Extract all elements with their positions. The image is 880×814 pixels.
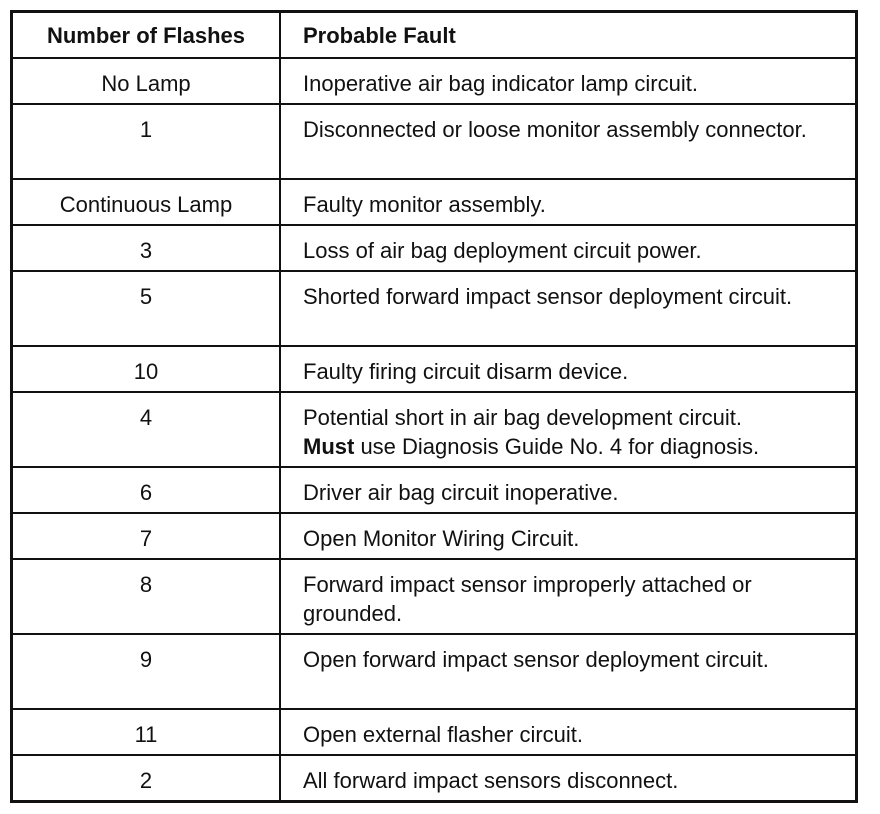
- fault-cell: Faulty monitor assembly.: [280, 179, 857, 225]
- fault-cell: Inoperative air bag indicator lamp circuit.: [280, 58, 857, 104]
- table-row: [12, 104, 857, 179]
- flashes-cell: 9: [12, 634, 281, 709]
- flashes-cell: 2: [12, 755, 281, 802]
- flashes-cell: Continuous Lamp: [12, 179, 281, 225]
- flashes-cell: 4: [12, 392, 281, 467]
- table-row: [12, 225, 857, 271]
- flashes-cell: 7: [12, 513, 281, 559]
- table-header-row: [12, 12, 857, 59]
- flashes-cell: 1: [12, 104, 281, 179]
- table-row: [12, 513, 857, 559]
- flashes-cell: 10: [12, 346, 281, 392]
- fault-emphasis: Must: [303, 434, 355, 459]
- table-row: [12, 709, 857, 755]
- table-row: [12, 179, 857, 225]
- table-row: [12, 755, 857, 802]
- fault-cell: [280, 392, 857, 467]
- flashes-cell: 3: [12, 225, 281, 271]
- flashes-cell: 8: [12, 559, 281, 634]
- table-row: [12, 634, 857, 709]
- fault-cell: Open Monitor Wiring Circuit.: [280, 513, 857, 559]
- fault-text: Potential short in air bag development circuit.: [303, 405, 743, 430]
- flashes-cell: 5: [12, 271, 281, 346]
- table-row: [12, 392, 857, 467]
- fault-cell: Disconnected or loose monitor assembly connector.: [280, 104, 857, 179]
- flashes-cell: 6: [12, 467, 281, 513]
- table-row: [12, 559, 857, 634]
- flashes-cell: No Lamp: [12, 58, 281, 104]
- column-header-fault: Probable Fault: [280, 12, 857, 59]
- fault-cell: Faulty firing circuit disarm device.: [280, 346, 857, 392]
- fault-cell: Shorted forward impact sensor deployment circuit.: [280, 271, 857, 346]
- table-row: [12, 346, 857, 392]
- fault-cell: Open external flasher circuit.: [280, 709, 857, 755]
- fault-cell: Loss of air bag deployment circuit power.: [280, 225, 857, 271]
- table-row: [12, 58, 857, 104]
- fault-cell: Forward impact sensor improperly attached or grounded.: [280, 559, 857, 634]
- fault-cell: Driver air bag circuit inoperative.: [280, 467, 857, 513]
- flash-code-table: [10, 10, 858, 803]
- table-row: [12, 271, 857, 346]
- column-header-flashes: Number of Flashes: [12, 12, 281, 59]
- fault-cell: Open forward impact sensor deployment circuit.: [280, 634, 857, 709]
- flashes-cell: 11: [12, 709, 281, 755]
- fault-cell: All forward impact sensors disconnect.: [280, 755, 857, 802]
- table-row: [12, 467, 857, 513]
- fault-text-tail: use Diagnosis Guide No. 4 for diagnosis.: [354, 434, 760, 459]
